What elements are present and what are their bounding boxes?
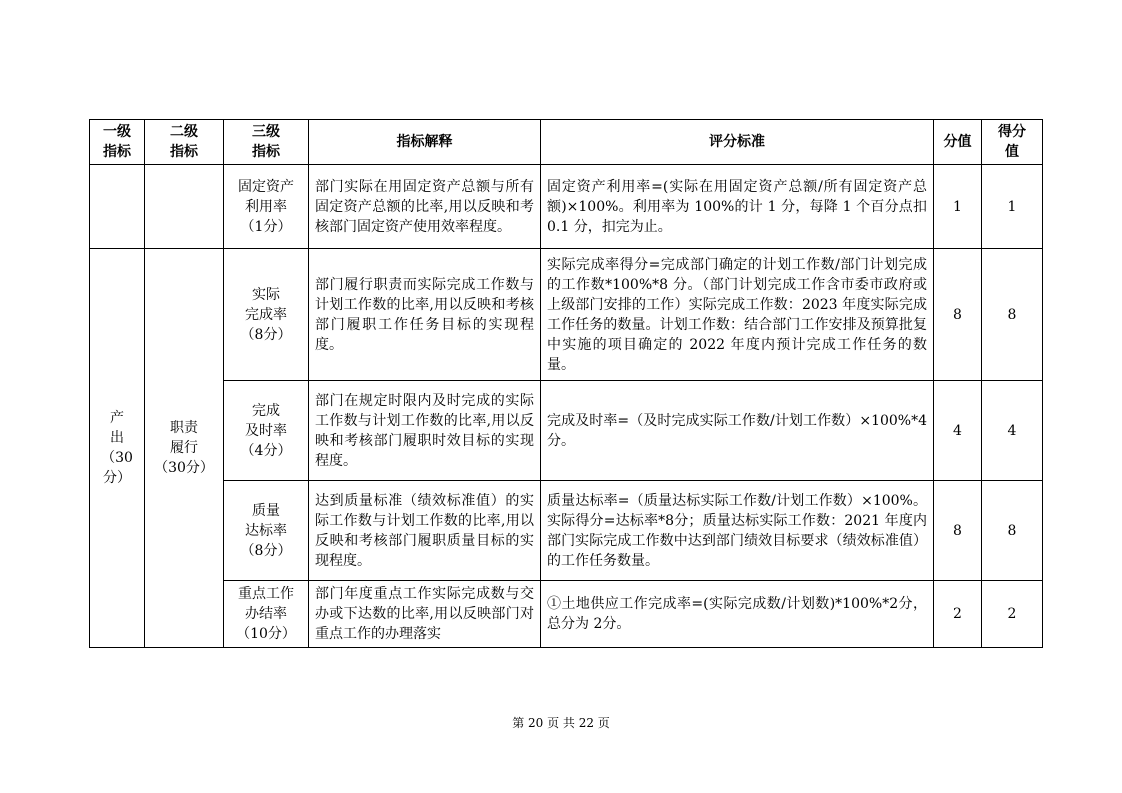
table-row (90, 381, 1043, 481)
got-cell: 2 (982, 581, 1043, 648)
score-cell: 2 (934, 581, 982, 648)
table-row (90, 249, 1043, 381)
score-cell: 1 (934, 165, 982, 249)
level3-cell: 完成 及时率 （4分） (224, 381, 309, 481)
level3-cell: 重点工作 办结率 （10分） (224, 581, 309, 648)
header-level1: 一级 指标 (90, 120, 145, 165)
got-cell: 8 (982, 249, 1043, 381)
criteria-cell: ①土地供应工作完成率=(实际完成数/计划数)*100%*2分，总分为 2分。 (541, 581, 934, 648)
level3-cell: 实际 完成率 （8分） (224, 249, 309, 381)
header-criteria: 评分标准 (541, 120, 934, 165)
empty-cell (90, 165, 145, 249)
got-cell: 8 (982, 481, 1043, 581)
table-row (90, 165, 1043, 249)
header-score: 分值 (934, 120, 982, 165)
explain-cell: 部门履行职责而实际完成工作数与计划工作数的比率,用以反映和考核部门履职工作任务目标的实现程度。 (309, 249, 541, 381)
header-level2: 二级 指标 (145, 120, 224, 165)
explain-cell: 部门在规定时限内及时完成的实际工作数与计划工作数的比率,用以反映和考核部门履职时效目标的实现程度。 (309, 381, 541, 481)
got-cell: 1 (982, 165, 1043, 249)
score-cell: 4 (934, 381, 982, 481)
criteria-cell: 质量达标率=（质量达标实际工作数/计划工作数）×100%。实际得分=达标率*8分；质量达标实际工作数：2021 年度内部门实际完成工作数中达到部门绩效目标要求（绩效标准值）的工作任务数量。 (541, 481, 934, 581)
explain-cell: 达到质量标准（绩效标准值）的实际工作数与计划工作数的比率,用以反映和考核部门履职质量目标的实现程度。 (309, 481, 541, 581)
table-row (90, 581, 1043, 648)
evaluation-table (89, 119, 1043, 648)
level3-cell: 质量 达标率 （8分） (224, 481, 309, 581)
page-footer: 第 20 页 共 22 页 (512, 716, 610, 730)
score-cell: 8 (934, 249, 982, 381)
criteria-cell: 完成及时率=（及时完成实际工作数/计划工作数）×100%*4 分。 (541, 381, 934, 481)
header-row (90, 120, 1043, 165)
score-cell: 8 (934, 481, 982, 581)
criteria-cell: 固定资产利用率=(实际在用固定资产总额/所有固定资产总额)×100%。利用率为 100%的计 1 分，每降 1 个百分点扣 0.1 分，扣完为止。 (541, 165, 934, 249)
explain-cell: 部门年度重点工作实际完成数与交办或下达数的比率,用以反映部门对重点工作的办理落实 (309, 581, 541, 648)
level3-cell: 固定资产 利用率 （1分） (224, 165, 309, 249)
header-level3: 三级 指标 (224, 120, 309, 165)
got-cell: 4 (982, 381, 1043, 481)
explain-cell: 部门实际在用固定资产总额与所有固定资产总额的比率,用以反映和考核部门固定资产使用效率程度。 (309, 165, 541, 249)
header-got: 得分 值 (982, 120, 1043, 165)
level2-cell: 职责 履行 （30分） (145, 249, 224, 648)
empty-cell (145, 165, 224, 249)
header-explain: 指标解释 (309, 120, 541, 165)
table-row (90, 481, 1043, 581)
criteria-cell: 实际完成率得分=完成部门确定的计划工作数/部门计划完成的工作数*100%*8 分。（部门计划完成工作含市委市政府或上级部门安排的工作）实际完成工作数：2023 年度实际完成工作任务的数量。计划工作数：结合部门工作安排及预算批复中实施的项目确定的 2022 年度内预计完成工作任务的数量。 (541, 249, 934, 381)
level1-cell: 产 出 （30 分） (90, 249, 145, 648)
